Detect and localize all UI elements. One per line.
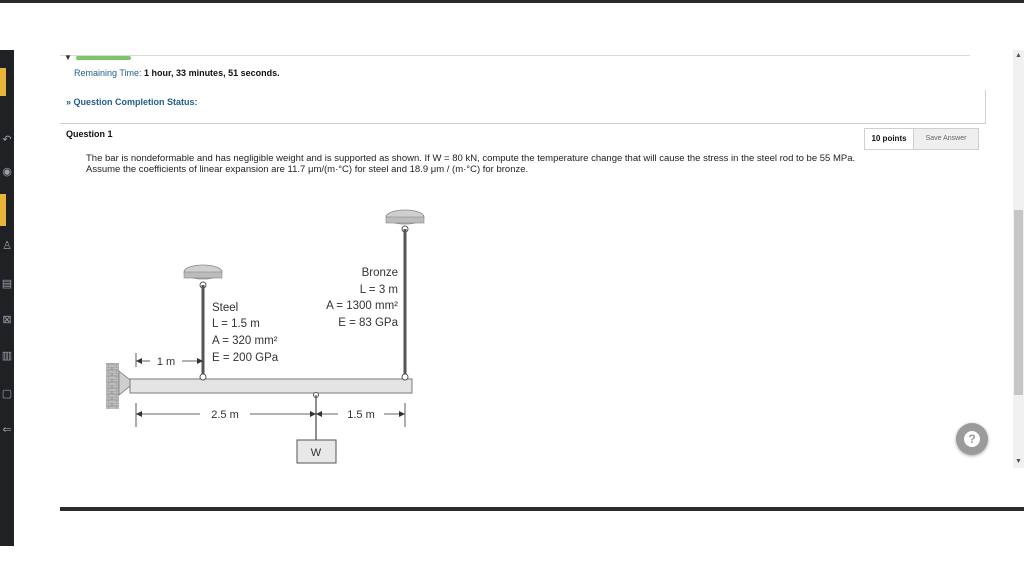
- users-icon[interactable]: ♙: [2, 240, 12, 252]
- dim-1m-label: 1 m: [156, 356, 176, 368]
- dimension-1m: [136, 353, 203, 368]
- bronze-area: A = 1300 mm²: [326, 300, 398, 312]
- top-bar: [0, 0, 1024, 3]
- load-label: W: [310, 447, 322, 459]
- help-button[interactable]: [956, 423, 988, 455]
- points-badge: 10 points: [864, 128, 914, 150]
- question-title: Question 1: [66, 129, 113, 139]
- help-icon: ?: [964, 431, 980, 447]
- grades-icon[interactable]: ▥: [1, 350, 13, 362]
- steel-modulus: E = 200 GPa: [212, 352, 279, 364]
- calendar-icon[interactable]: ▤: [1, 278, 13, 290]
- steel-area: A = 320 mm²: [212, 335, 278, 347]
- remaining-time-label: Remaining Time:: [74, 68, 142, 78]
- remaining-time-value: 1 hour, 33 minutes, 51 seconds.: [144, 68, 280, 78]
- back-icon[interactable]: ↶: [2, 134, 12, 146]
- completion-status-box: [60, 90, 986, 124]
- save-answer-button[interactable]: Save Answer: [913, 128, 979, 150]
- bronze-modulus: E = 83 GPa: [338, 317, 398, 329]
- problem-diagram: [100, 205, 430, 470]
- mail-icon[interactable]: ⊠: [2, 314, 12, 326]
- bronze-name: Bronze: [361, 267, 398, 279]
- expand-icon: »: [66, 97, 74, 107]
- remaining-time: [74, 68, 280, 78]
- question-line-2: Assume the coefficients of linear expansion are 11.7 μm/(m·°C) for steel and 18.9 μm / (m·°C) for bronze.: [86, 164, 529, 175]
- dim-2-5m-label: 2.5 m: [211, 409, 239, 421]
- bottom-divider: [60, 507, 1024, 511]
- globe-icon[interactable]: ◉: [2, 166, 12, 178]
- sidebar-accent: [0, 68, 6, 96]
- tools-icon[interactable]: ▢: [1, 388, 13, 400]
- scrollbar-thumb[interactable]: [1014, 210, 1023, 395]
- bronze-length: L = 3 m: [359, 284, 398, 296]
- completion-status-toggle[interactable]: [66, 97, 198, 107]
- exit-icon[interactable]: ⇐: [2, 424, 12, 436]
- completion-status-label: Question Completion Status:: [73, 97, 198, 107]
- collapse-caret-icon[interactable]: ▼: [64, 53, 72, 62]
- rigid-bar: [130, 379, 412, 393]
- dimension-2-5m: [136, 403, 316, 427]
- left-sidebar: [0, 50, 14, 546]
- question-line-1: The bar is nondeformable and has negligible weight and is supported as shown. If W = 80 kN, compute the temperature change that will cause the stress in the steel rod to be 55 MPa.: [86, 153, 856, 164]
- steel-name: Steel: [212, 302, 239, 314]
- question-text: [86, 153, 976, 175]
- dim-1-5m-label: 1.5 m: [347, 409, 375, 421]
- scroll-down-icon[interactable]: ▼: [1015, 458, 1022, 465]
- steel-length: L = 1.5 m: [212, 318, 260, 330]
- sidebar-accent-active: [0, 194, 6, 226]
- wall: [106, 363, 119, 409]
- dimension-1-5m: [316, 403, 405, 427]
- scroll-up-icon[interactable]: ▲: [1015, 52, 1022, 59]
- progress-bar: [60, 55, 970, 62]
- progress-fill: [76, 56, 131, 60]
